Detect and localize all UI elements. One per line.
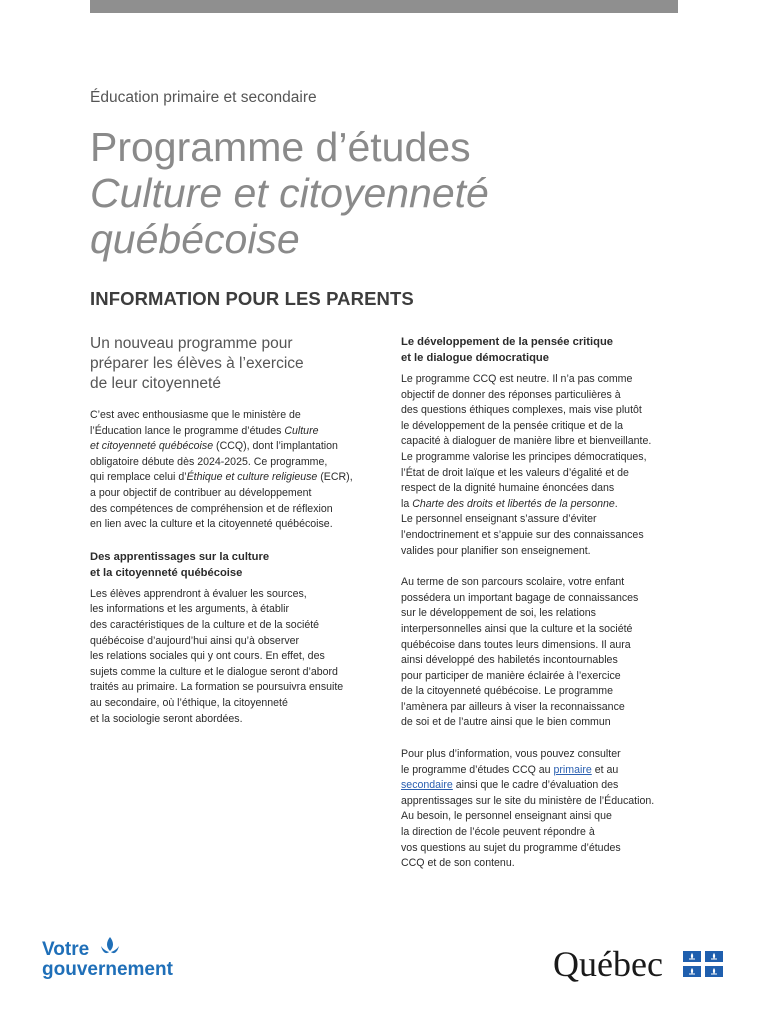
lead-heading: Un nouveau programme pour préparer les élèves à l’exercice de leur citoyenneté xyxy=(90,335,304,392)
page-title xyxy=(90,124,690,262)
text-run: C’est avec enthousiasme que le ministère de l’Éducation lance le programme d’études xyxy=(90,409,301,437)
text-run: Pour plus d’information, vous pouvez consulter le programme d’études CCQ au xyxy=(401,748,621,776)
top-band xyxy=(90,0,678,13)
charter-name-italic: Charte des droits et libertés de la personne xyxy=(412,497,615,510)
text-run: Le programme CCQ est neutre. Il n’a pas comme objectif de donner des réponses particulières à des questions éthiques complexes, mais vise plutôt le développement de la pensée critique et de la capacité à dialoguer de manière libre et bienveillante. Le programme valorise les principes démocratiques, l’État de droit laïque et les valeurs d’égalité et de respect de la dignité humaine énoncées dans la xyxy=(401,373,652,510)
ecr-name-italic: Éthique et culture religieuse xyxy=(186,471,318,484)
text-run: ainsi que le cadre d’évaluation des apprentissages sur le site du ministère de l’Éducation. Au besoin, le personnel enseignant ainsi que la direction de l’école peuvent répondre à vos questions au sujet du programme d’études CCQ et de son contenu. xyxy=(401,779,655,870)
title-line-3: québécoise xyxy=(90,216,300,262)
title-line-2: Culture et citoyenneté xyxy=(90,170,489,216)
category-label: Éducation primaire et secondaire xyxy=(90,89,317,106)
quebec-flag-icon xyxy=(683,951,723,977)
section-subtitle: INFORMATION POUR LES PARENTS xyxy=(90,288,414,309)
gouvernement-text: gouvernement xyxy=(42,959,173,980)
secondary-link[interactable]: secondaire xyxy=(401,779,453,792)
right-column xyxy=(401,334,686,888)
votre-text: Votre xyxy=(42,939,90,960)
primary-link[interactable]: primaire xyxy=(553,763,592,776)
left-column xyxy=(90,334,375,743)
text-run: (ECR), a pour objectif de contribuer au développement des compétences de compréhension et de réflexion en lien avec la culture et la citoyenneté québécoise. xyxy=(90,471,353,531)
title-line-1: Programme d’études xyxy=(90,124,471,170)
text-run: (CCQ), dont l’implantation obligatoire débute dès 2024-2025. Ce programme, qui remplace celui d’ xyxy=(90,440,338,484)
intro-paragraph xyxy=(90,408,375,533)
section-heading-critical-thinking: Le développement de la pensée critique et le dialogue démocratique xyxy=(401,336,614,364)
outcomes-paragraph: Au terme de son parcours scolaire, votre enfant possédera un important bagage de connaissances sur le développement de soi, les relations interpersonnelles ainsi que la culture et la société québécoise dans toutes leurs dimensions. Il aura ainsi développé des habiletés incontournables pour participer de manière éclairée à l’exercice de la citoyenneté québécoise. Le programme l’amènera par ailleurs à viser la reconnaissance de soi et de l’autre ainsi que le bien commun xyxy=(401,576,639,729)
more-info-paragraph xyxy=(401,747,686,872)
fleur-mark-icon xyxy=(92,936,128,958)
quebec-wordmark: Québec xyxy=(553,944,663,984)
learning-paragraph: Les élèves apprendront à évaluer les sources, les informations et les arguments, à établir des caractéristiques de la culture et de la société québécoise d’aujourd’hui ainsi qu’à observer les relations sociales qui y ont cours. En effet, des sujets comme la culture et le dialogue seront d’abord traités au primaire. La formation se poursuivra ensuite au secondaire, où l’éthique, la citoyenneté et la sociologie seront abordées. xyxy=(90,587,344,725)
votre-gouvernement-logo xyxy=(42,936,202,986)
program-name-italic: Culture et citoyenneté québécoise xyxy=(90,424,319,453)
text-run: et au xyxy=(594,763,619,776)
section-heading-learning: Des apprentissages sur la culture et la citoyenneté québécoise xyxy=(90,550,270,579)
text-run: . Le personnel enseignant s’assure d’éviter l’endoctrinement et s’appuie sur des connaissances valides pour planifier son enseignement. xyxy=(401,497,644,557)
critical-thinking-paragraph xyxy=(401,372,686,559)
